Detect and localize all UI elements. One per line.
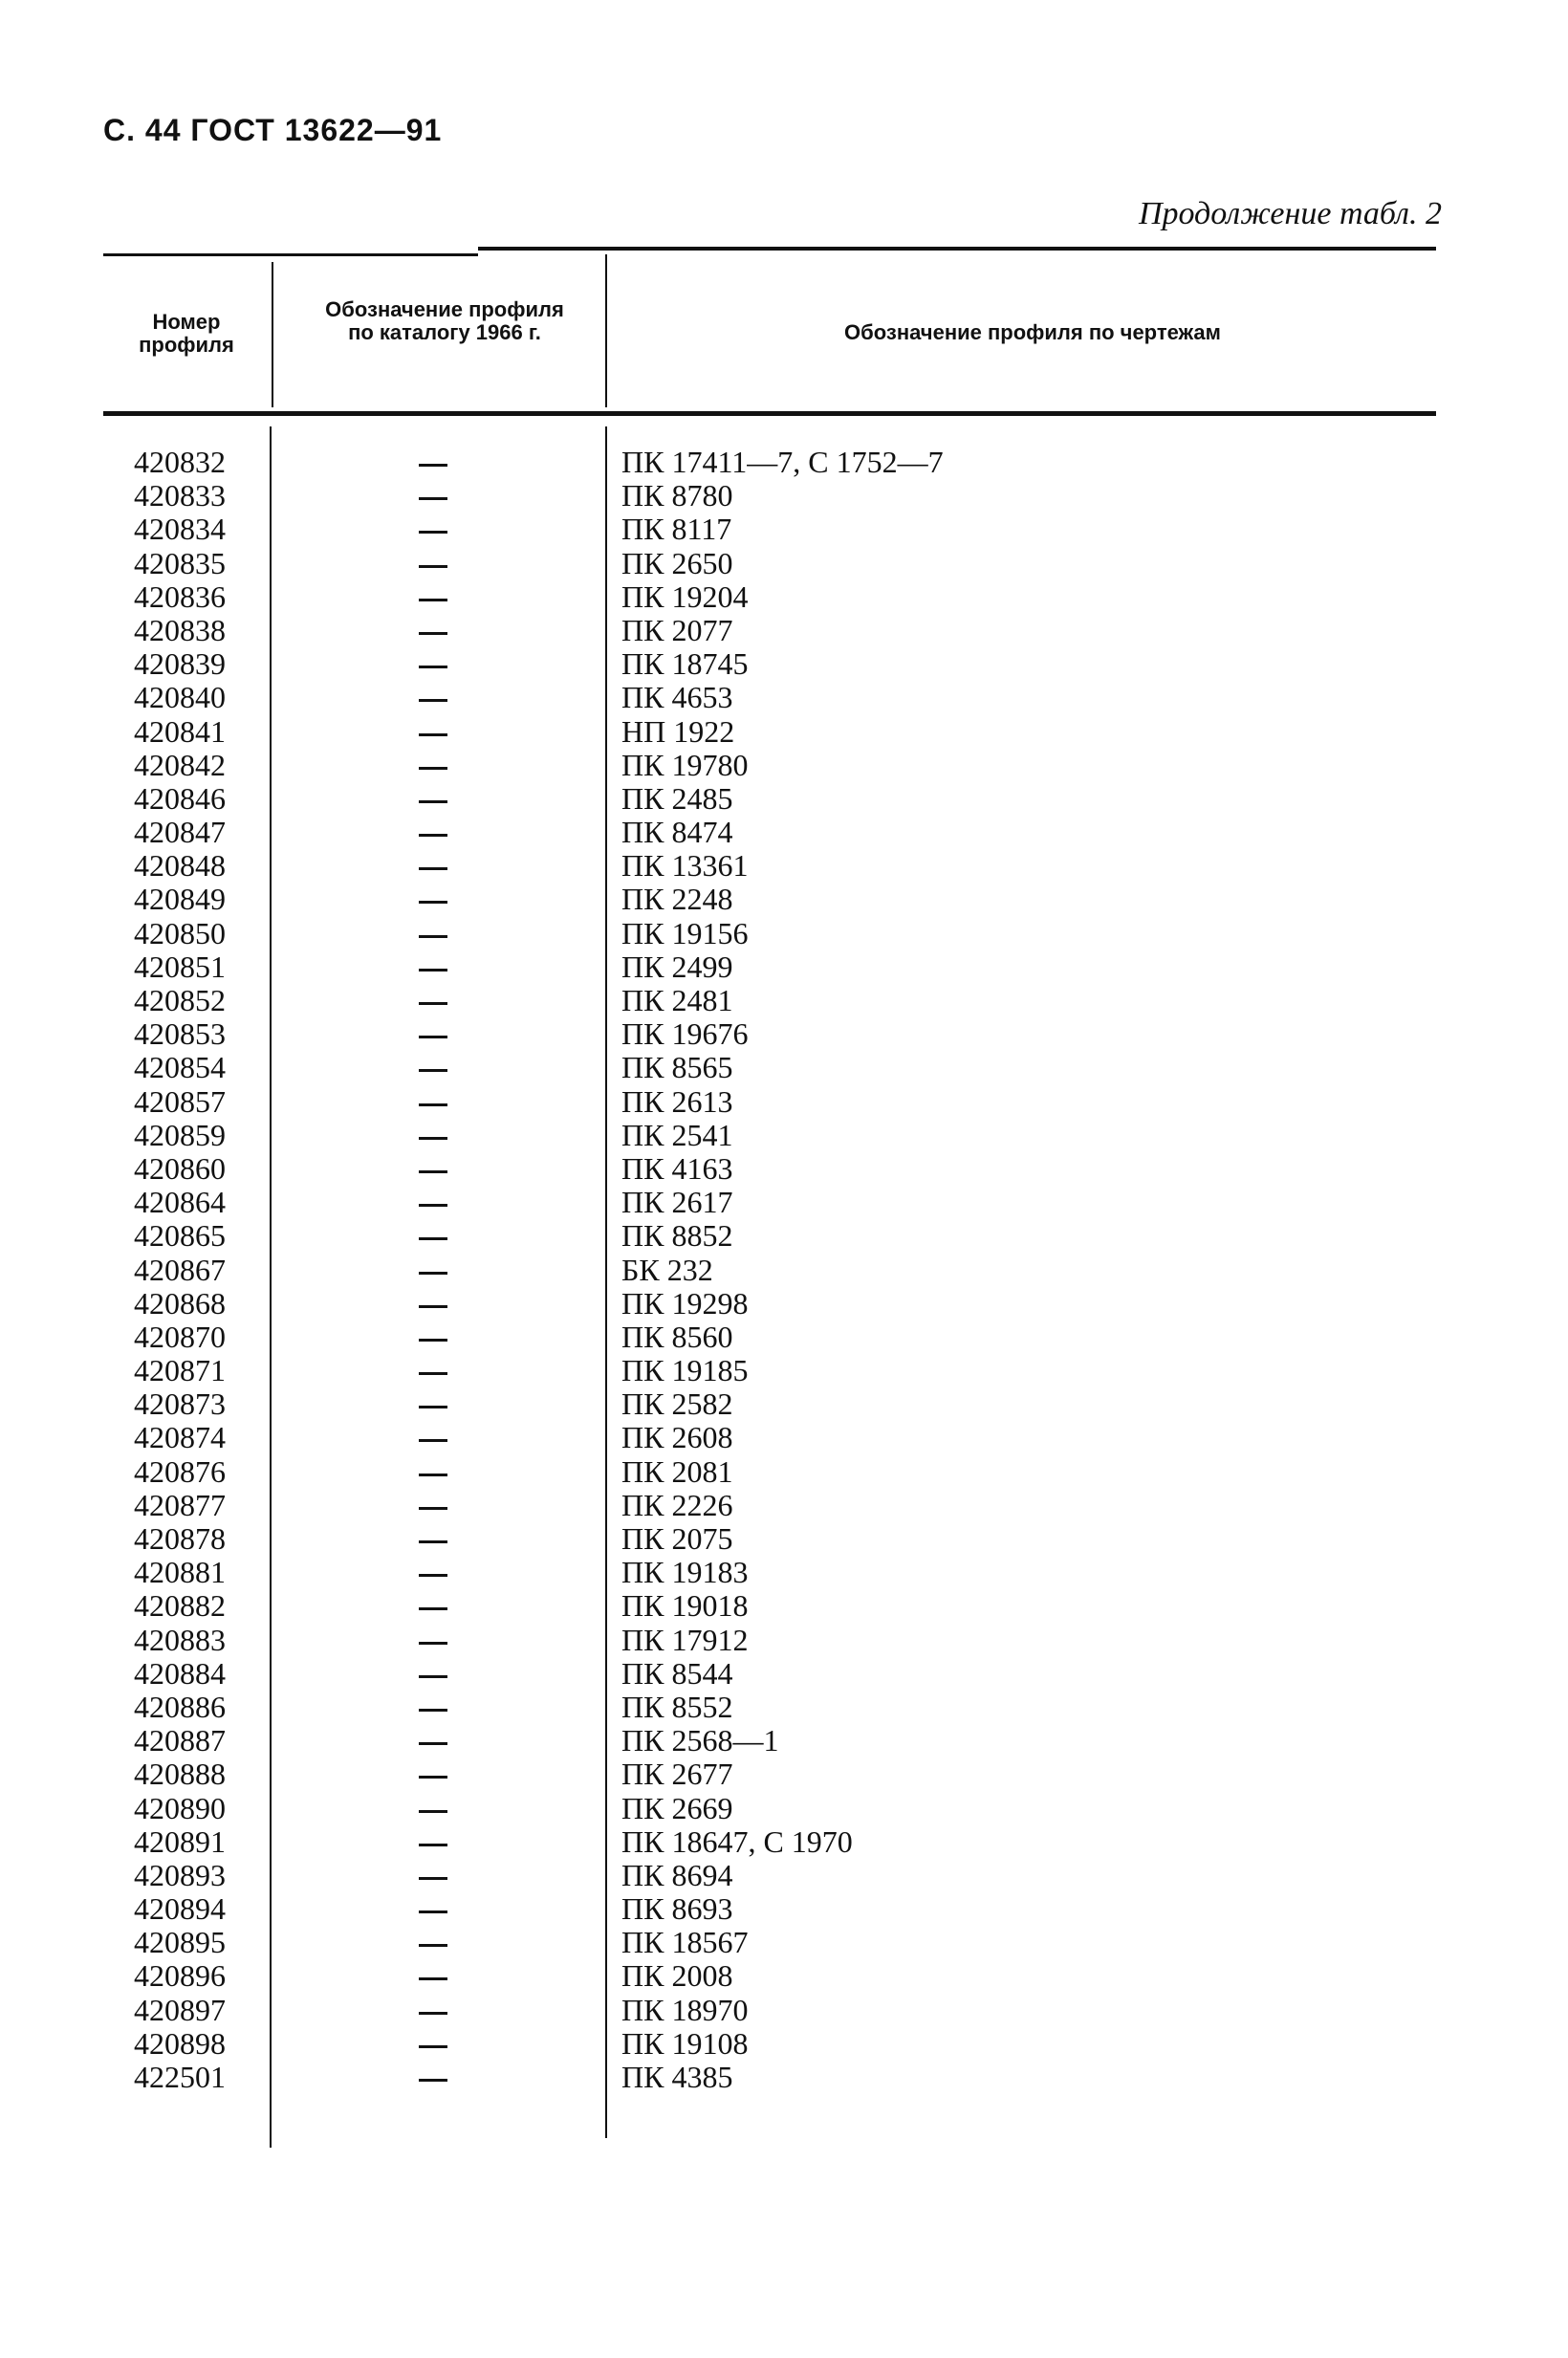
table-row	[0, 1589, 1568, 1623]
catalog-dash	[419, 2079, 447, 2082]
column-divider-2	[605, 254, 607, 407]
catalog-dash	[419, 1474, 447, 1476]
table-row	[0, 1556, 1568, 1589]
drawing-designation: ПК 2481	[621, 983, 733, 1017]
catalog-dash	[419, 1776, 447, 1779]
profile-number: 420883	[134, 1622, 226, 1657]
catalog-dash	[419, 1372, 447, 1375]
catalog-dash	[419, 1204, 447, 1207]
drawing-designation: ПК 8560	[621, 1319, 733, 1354]
drawing-designation: ПК 2608	[621, 1420, 733, 1455]
catalog-dash	[419, 632, 447, 635]
drawing-designation: ПК 2077	[621, 612, 733, 647]
table-row	[0, 1825, 1568, 1859]
drawing-designation: ПК 19676	[621, 1016, 749, 1052]
drawing-designation: БК 232	[621, 1252, 713, 1287]
profile-number: 420833	[134, 478, 226, 513]
table-row	[0, 681, 1568, 714]
column-header-catalog: Обозначение профиля по каталогу 1966 г.	[325, 297, 564, 344]
table-row	[0, 1657, 1568, 1691]
drawing-designation: ПК 4653	[621, 680, 733, 715]
drawing-designation: ПК 2226	[621, 1487, 733, 1522]
profile-number: 420849	[134, 882, 226, 917]
catalog-dash	[419, 2045, 447, 2048]
profile-number: 420873	[134, 1386, 226, 1422]
catalog-dash	[419, 1237, 447, 1240]
profile-number: 420874	[134, 1420, 226, 1455]
catalog-dash	[419, 599, 447, 601]
drawing-designation: ПК 4163	[621, 1150, 733, 1186]
profile-number: 420876	[134, 1453, 226, 1489]
catalog-dash	[419, 464, 447, 467]
catalog-dash	[419, 867, 447, 870]
column-header-number: Номер профиля	[139, 310, 234, 357]
table-row	[0, 1421, 1568, 1454]
catalog-dash	[419, 1877, 447, 1880]
profile-number: 420860	[134, 1150, 226, 1186]
drawing-designation: ПК 18970	[621, 1992, 749, 2027]
profile-number: 420836	[134, 579, 226, 614]
profile-number: 420865	[134, 1218, 226, 1254]
table-row	[0, 1321, 1568, 1354]
table-row	[0, 2061, 1568, 2094]
header-bottom-rule	[103, 411, 1436, 416]
catalog-dash	[419, 767, 447, 770]
profile-number: 420894	[134, 1891, 226, 1927]
catalog-dash	[419, 666, 447, 668]
table-row	[0, 1017, 1568, 1051]
profile-number: 420868	[134, 1285, 226, 1321]
drawing-designation: ПК 8474	[621, 815, 733, 850]
catalog-dash	[419, 531, 447, 534]
table-row	[0, 1522, 1568, 1556]
drawing-designation: ПК 8693	[621, 1891, 733, 1927]
column-divider-1	[272, 262, 273, 407]
catalog-dash	[419, 1272, 447, 1275]
table-row	[0, 1792, 1568, 1825]
drawing-designation: ПК 2582	[621, 1386, 733, 1422]
profile-number: 420842	[134, 747, 226, 782]
profile-number: 420847	[134, 815, 226, 850]
catalog-dash	[419, 565, 447, 568]
table-row	[0, 984, 1568, 1017]
drawing-designation: ПК 2075	[621, 1521, 733, 1556]
table-row	[0, 446, 1568, 479]
profile-number: 420888	[134, 1757, 226, 1792]
catalog-dash	[419, 1607, 447, 1610]
table-row	[0, 1287, 1568, 1321]
profile-number: 420841	[134, 713, 226, 749]
drawing-designation: ПК 2613	[621, 1083, 733, 1119]
drawing-designation: ПК 17411—7, С 1752—7	[621, 445, 944, 479]
catalog-dash	[419, 1709, 447, 1712]
drawing-designation: ПК 2008	[621, 1958, 733, 1994]
drawing-designation: ПК 19204	[621, 579, 749, 614]
profile-number: 420839	[134, 646, 226, 682]
table-row	[0, 1892, 1568, 1926]
table-row	[0, 1994, 1568, 2027]
drawing-designation: ПК 2248	[621, 882, 733, 917]
profile-number: 420850	[134, 915, 226, 950]
profile-number: 420853	[134, 1016, 226, 1052]
drawing-designation: ПК 4385	[621, 2060, 733, 2094]
table-row	[0, 1354, 1568, 1387]
catalog-dash	[419, 1977, 447, 1980]
table-row	[0, 1119, 1568, 1152]
table-row	[0, 1387, 1568, 1421]
profile-number: 420852	[134, 983, 226, 1017]
drawing-designation: ПК 19298	[621, 1285, 749, 1321]
table-row	[0, 614, 1568, 647]
drawing-designation: ПК 8694	[621, 1857, 733, 1892]
profile-number: 420835	[134, 545, 226, 580]
table-row	[0, 1758, 1568, 1791]
profile-number: 420867	[134, 1252, 226, 1287]
table-row	[0, 1219, 1568, 1253]
catalog-dash	[419, 1540, 447, 1543]
profile-number: 420884	[134, 1655, 226, 1691]
drawing-designation: ПК 19156	[621, 915, 749, 950]
table-body	[0, 446, 1568, 2094]
drawing-designation: ПК 2081	[621, 1453, 733, 1489]
catalog-dash	[419, 1910, 447, 1913]
drawing-designation: ПК 18647, С 1970	[621, 1823, 853, 1859]
catalog-dash	[419, 1675, 447, 1678]
profile-number: 420878	[134, 1521, 226, 1556]
drawing-designation: ПК 13361	[621, 848, 749, 884]
catalog-dash	[419, 699, 447, 702]
column-header-drawings: Обозначение профиля по чертежам	[844, 320, 1221, 344]
drawing-designation: ПК 17912	[621, 1622, 749, 1657]
drawing-designation: ПК 19108	[621, 2025, 749, 2061]
table-row	[0, 782, 1568, 816]
table-row	[0, 917, 1568, 950]
drawing-designation: ПК 8780	[621, 478, 733, 513]
table-row	[0, 749, 1568, 782]
profile-number: 420870	[134, 1319, 226, 1354]
profile-number: 420881	[134, 1555, 226, 1590]
table-row	[0, 647, 1568, 681]
profile-number: 420834	[134, 512, 226, 547]
profile-number: 420897	[134, 1992, 226, 2027]
page-header: С. 44 ГОСТ 13622—91	[103, 113, 443, 147]
drawing-designation: НП 1922	[621, 713, 735, 749]
profile-number: 420857	[134, 1083, 226, 1119]
table-row	[0, 513, 1568, 546]
table-row	[0, 715, 1568, 749]
profile-number: 420871	[134, 1353, 226, 1388]
profile-number: 420896	[134, 1958, 226, 1994]
table-row	[0, 1624, 1568, 1657]
drawing-designation: ПК 2499	[621, 949, 733, 984]
drawing-designation: ПК 2677	[621, 1757, 733, 1792]
drawing-designation: ПК 19185	[621, 1353, 749, 1388]
table-row	[0, 1959, 1568, 1993]
drawing-designation: ПК 8552	[621, 1689, 733, 1724]
profile-number: 420846	[134, 780, 226, 816]
catalog-dash	[419, 800, 447, 803]
catalog-dash	[419, 2012, 447, 2015]
table-row	[0, 1085, 1568, 1119]
catalog-dash	[419, 497, 447, 500]
catalog-dash	[419, 1305, 447, 1308]
drawing-designation: ПК 2617	[621, 1185, 733, 1220]
table-row	[0, 1152, 1568, 1186]
drawing-designation: ПК 2568—1	[621, 1723, 779, 1758]
table-row	[0, 1489, 1568, 1522]
table-row	[0, 1926, 1568, 1959]
profile-number: 420893	[134, 1857, 226, 1892]
profile-number: 420895	[134, 1925, 226, 1960]
catalog-dash	[419, 733, 447, 736]
profile-number: 422501	[134, 2060, 226, 2094]
table-row	[0, 883, 1568, 916]
catalog-dash	[419, 1406, 447, 1408]
table-row	[0, 580, 1568, 614]
drawing-designation: ПК 8117	[621, 512, 732, 547]
catalog-dash	[419, 1036, 447, 1038]
table-row	[0, 849, 1568, 883]
profile-number: 420838	[134, 612, 226, 647]
profile-number: 420832	[134, 445, 226, 479]
profile-number: 420851	[134, 949, 226, 984]
drawing-designation: ПК 2669	[621, 1790, 733, 1825]
drawing-designation: ПК 2541	[621, 1117, 733, 1152]
profile-number: 420887	[134, 1723, 226, 1758]
table-row	[0, 950, 1568, 984]
catalog-dash	[419, 1944, 447, 1947]
drawing-designation: ПК 18745	[621, 646, 749, 682]
drawing-designation: ПК 19018	[621, 1588, 749, 1624]
table-row	[0, 547, 1568, 580]
catalog-dash	[419, 1137, 447, 1140]
catalog-dash	[419, 1742, 447, 1745]
table-row	[0, 1691, 1568, 1724]
table-row	[0, 1051, 1568, 1084]
table-row	[0, 1186, 1568, 1219]
drawing-designation: ПК 8544	[621, 1655, 733, 1691]
catalog-dash	[419, 1069, 447, 1072]
catalog-dash	[419, 1002, 447, 1005]
drawing-designation: ПК 8852	[621, 1218, 733, 1254]
drawing-designation: ПК 19780	[621, 747, 749, 782]
drawing-designation: ПК 2485	[621, 780, 733, 816]
profile-number: 420898	[134, 2025, 226, 2061]
drawing-designation: ПК 18567	[621, 1925, 749, 1960]
table-row	[0, 2027, 1568, 2061]
profile-number: 420859	[134, 1117, 226, 1152]
profile-number: 420890	[134, 1790, 226, 1825]
table-row	[0, 1254, 1568, 1287]
catalog-dash	[419, 1844, 447, 1846]
catalog-dash	[419, 1642, 447, 1645]
table-continuation-label: Продолжение табл. 2	[1138, 196, 1442, 231]
profile-number: 420840	[134, 680, 226, 715]
table-row	[0, 1724, 1568, 1758]
catalog-dash	[419, 1507, 447, 1510]
profile-number: 420854	[134, 1050, 226, 1085]
table-top-rule-right	[478, 247, 1436, 251]
table-row	[0, 1859, 1568, 1892]
profile-number: 420864	[134, 1185, 226, 1220]
catalog-dash	[419, 935, 447, 938]
profile-number: 420877	[134, 1487, 226, 1522]
catalog-dash	[419, 834, 447, 837]
profile-number: 420886	[134, 1689, 226, 1724]
catalog-dash	[419, 969, 447, 972]
profile-number: 420848	[134, 848, 226, 884]
catalog-dash	[419, 1103, 447, 1106]
table-row	[0, 1455, 1568, 1489]
drawing-designation: ПК 8565	[621, 1050, 733, 1085]
catalog-dash	[419, 1439, 447, 1442]
table-top-rule-left	[103, 253, 478, 256]
catalog-dash	[419, 1170, 447, 1173]
catalog-dash	[419, 1810, 447, 1813]
catalog-dash	[419, 1339, 447, 1342]
table-row	[0, 816, 1568, 849]
drawing-designation: ПК 2650	[621, 545, 733, 580]
table-row	[0, 479, 1568, 513]
profile-number: 420891	[134, 1823, 226, 1859]
catalog-dash	[419, 901, 447, 904]
profile-number: 420882	[134, 1588, 226, 1624]
drawing-designation: ПК 19183	[621, 1555, 749, 1590]
catalog-dash	[419, 1574, 447, 1577]
